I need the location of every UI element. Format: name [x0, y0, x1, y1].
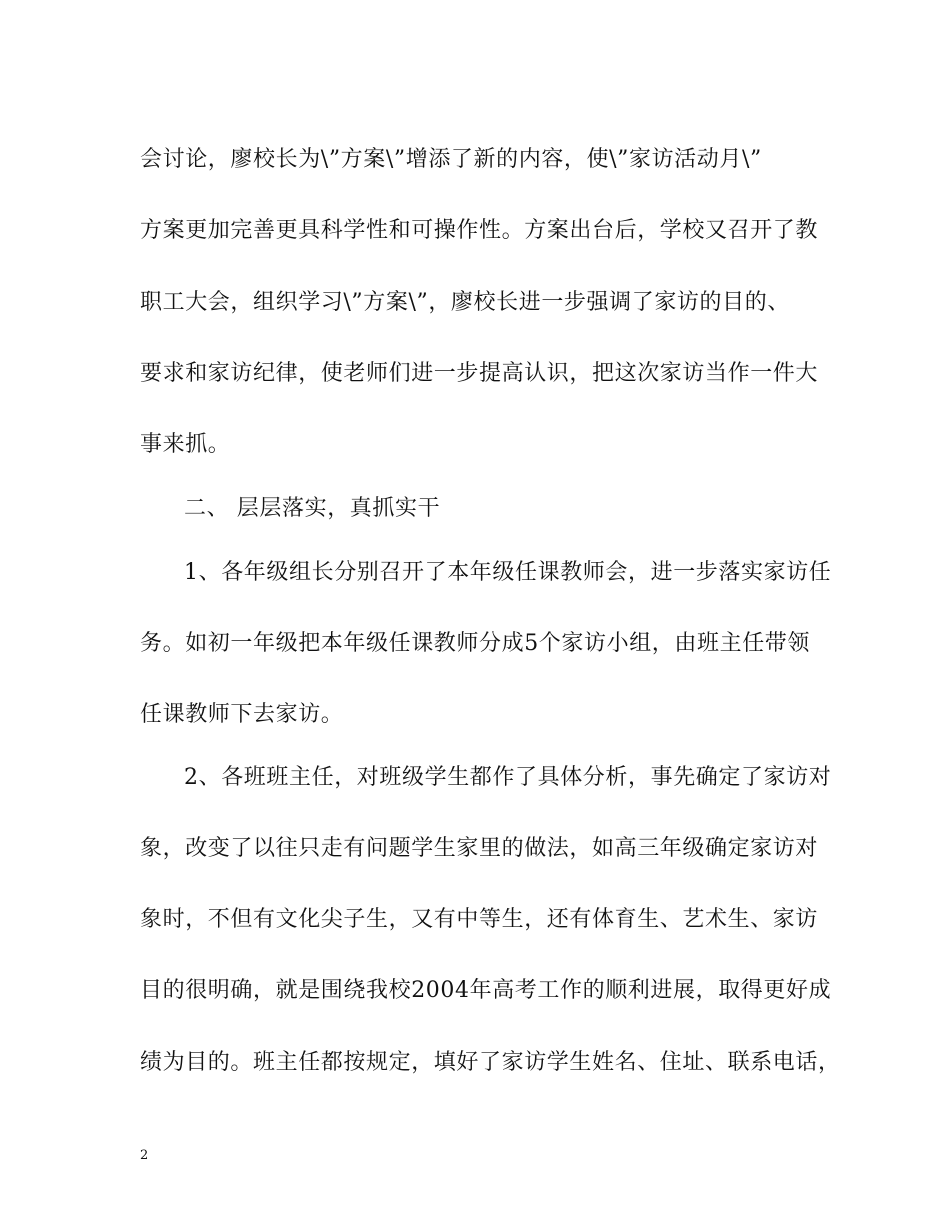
- text-line-10: 2、各班班主任，对班级学生都作了具体分析，事先确定了家访对: [184, 765, 832, 790]
- text-line-12: 象时，不但有文化尖子生，又有中等生，还有体育生、艺术生、家访: [140, 907, 819, 932]
- text-line-4: 要求和家访纪律，使老师们进一步提高认识，把这次家访当作一件大: [140, 361, 819, 386]
- text-line-3: 职工大会，组织学习\”方案\”，廖校长进一步强调了家访的目的、: [140, 290, 790, 315]
- text-line-1: 会讨论，廖校长为\”方案\”增添了新的内容，使\”家访活动月\”: [140, 147, 762, 172]
- text-line-14: 绩为目的。班主任都按规定，填好了家访学生姓名、住址、联系电话，: [140, 1050, 841, 1075]
- text-line-8: 务。如初一年级把本年级任课教师分成5个家访小组，由班主任带领: [140, 631, 810, 656]
- text-line-13: 目的很明确，就是围绕我校2004年高考工作的顺利进展，取得更好成: [140, 978, 832, 1003]
- section-heading: 二、 层层落实，真抓实干: [184, 496, 441, 521]
- page-number: 2: [140, 1148, 149, 1163]
- text-line-11: 象，改变了以往只走有问题学生家里的做法，如高三年级确定家访对: [140, 836, 819, 861]
- text-line-9: 任课教师下去家访。: [140, 702, 344, 727]
- text-line-7: 1、各年级组长分别召开了本年级任课教师会，进一步落实家访任: [184, 560, 832, 585]
- text-line-5: 事来抓。: [140, 432, 231, 457]
- text-line-2: 方案更加完善更具科学性和可操作性。方案出台后，学校又召开了教: [140, 218, 819, 243]
